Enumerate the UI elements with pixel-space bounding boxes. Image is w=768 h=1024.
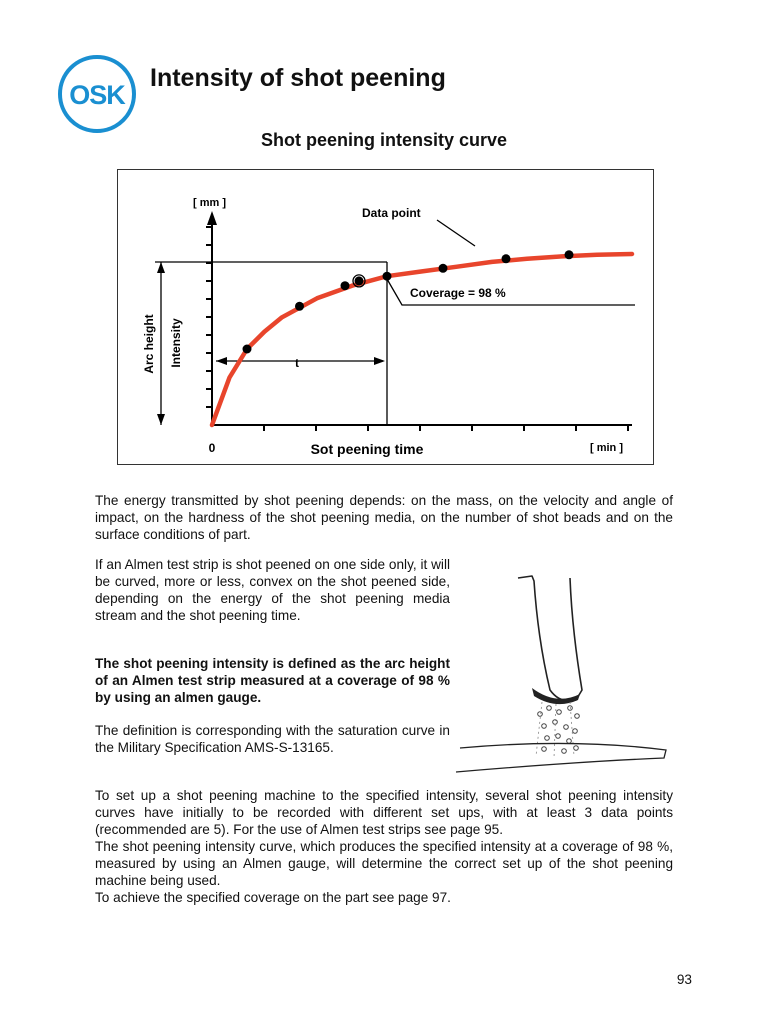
data-point <box>295 302 304 311</box>
data-point <box>383 272 392 281</box>
intensity-label: Intensity <box>169 318 183 368</box>
paragraph-setup <box>95 787 673 906</box>
osk-logo <box>57 54 137 134</box>
data-point-label: Data point <box>362 206 421 220</box>
data-point <box>243 345 252 354</box>
setup-line-2: The shot peening intensity curve, which produces the specified intensity at a coverage of 98 %, measured by using an Almen gauge, will determine the correct set up of the shot peening machine being used. <box>95 839 673 888</box>
data-point <box>341 281 350 290</box>
nozzle-body <box>518 576 582 701</box>
paragraph-energy: The energy transmitted by shot peening depends: on the mass, on the velocity and angle of impact, on the hardness of the shot peening media, on the number of shot beads and on the surface conditions of part. <box>95 493 673 542</box>
shot-stream <box>538 706 580 754</box>
t-label: t <box>295 356 299 370</box>
data-point <box>439 264 448 273</box>
paragraph-definition: The shot peening intensity is defined as the arc height of an Almen test strip measured at a coverage of 98 % by using an almen gauge. <box>95 656 450 705</box>
setup-line-1: To set up a shot peening machine to the specified intensity, several shot peening intensity curves have initially to be recorded with different set ups, with at least 3 data points (recommended are 5). For the use of Almen test strips see page 95. <box>95 788 673 837</box>
logo-text: OSK <box>69 80 125 110</box>
paragraph-almen-strip: If an Almen test strip is shot peened on one side only, it will be curved, more or less, convex on the shot peened side, depending on the energy of the shot peening media stream and the shot peening time. <box>95 557 450 623</box>
data-point <box>502 254 511 263</box>
y-unit-label: [ mm ] <box>193 197 226 209</box>
intensity-curve-chart <box>117 169 654 465</box>
x-unit-label: [ min ] <box>590 442 623 454</box>
setup-line-3: To achieve the specified coverage on the part see page 97. <box>95 890 451 905</box>
chart-title: Shot peening intensity curve <box>260 130 508 150</box>
data-point <box>355 276 364 285</box>
arc-height-label: Arc height <box>142 314 156 374</box>
paragraph-specification: The definition is corresponding with the saturation curve in the Military Specification AMS-S-13165. <box>95 723 450 755</box>
coverage-label: Coverage = 98 % <box>410 286 506 300</box>
almen-strip <box>456 743 666 772</box>
x-axis-label: Sot peening time <box>310 441 424 457</box>
data-point <box>565 250 574 259</box>
page-number: 93 <box>676 972 692 987</box>
nozzle-illustration <box>452 570 682 780</box>
page-title: Intensity of shot peening <box>150 64 446 92</box>
origin-label: 0 <box>208 441 216 455</box>
